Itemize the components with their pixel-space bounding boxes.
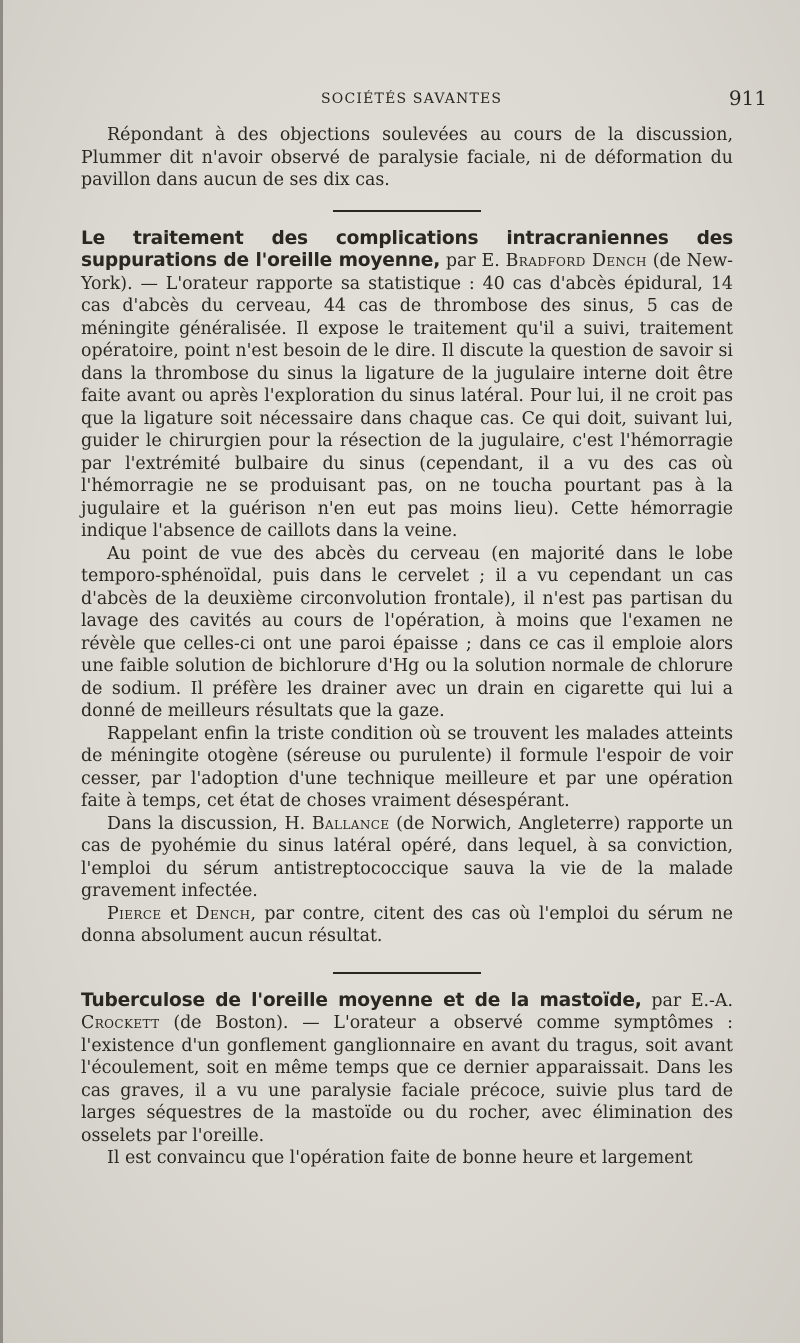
section1-author: Bradford Dench	[505, 251, 647, 271]
discussant-name-3: Dench	[195, 903, 251, 924]
section2-author: Crockett	[81, 1013, 160, 1033]
discussant-name-2: Pierce	[107, 903, 162, 924]
section2-title: Tuberculose de l'oreille moyenne et de la mastoïde,	[81, 989, 642, 1011]
section1-paragraph-2: Au point de vue des abcès du cerveau (en majorité dans le lobe temporo-sphénoïdal, puis dans le cervelet ; il a vu cependant un cas d'abcès de la deuxième circonvolution frontale), il n'est pas partisan du lavage des cavités au cours de l'opération, à moins que l'examen ne révèle que celles-ci ont une paroi épaisse ; dans ce cas il emploie alors une faible solution de bichlorure d'Hg ou la solution normale de chlorure de sodium. Il préfère les drainer avec un drain en cigarette qui lui a donné de meilleurs résultats que la gaze.	[81, 543, 733, 721]
discussion-text: (de Norwich, Angleterre) rapporte un cas de pyohémie du sinus latéral opéré, dans lequel, à sa conviction, l'emploi du sérum antistreptococcique sauva la vie de la malade gravement infectée.	[81, 813, 733, 901]
discussion-text-2: , par contre, citent des cas où l'emploi du sérum ne donna absolument aucun résultat.	[81, 903, 733, 946]
page-header	[81, 86, 767, 116]
page-number: 911	[728, 86, 767, 110]
section2-by: par E.-A.	[651, 990, 734, 1011]
section-divider	[333, 972, 481, 974]
running-head: SOCIÉTÉS SAVANTES	[321, 91, 503, 107]
section1-paragraph-1-text: L'orateur rapporte sa statistique : 40 cas d'abcès épidural, 14 cas d'abcès du cerveau, 44 cas de thrombose des sinus, 5 cas de méningite généralisée. Il expose le traitement qu'il a suivi, traitement opératoire, point n'est besoin de le dire. Il discute la question de savoir si dans la thrombose du sinus la ligature de la jugulaire interne doit être faite avant ou après l'exploration du sinus latéral. Pour lui, il ne croit pas que la ligature soit nécessaire dans chaque cas. Ce qui doit, suivant lui, guider le chirurgien pour la résection de la jugulaire, c'est l'hémorragie par l'extrémité bulbaire du sinus (cependant, il a vu des cas où l'hémorragie ne se produisant pas, on ne toucha pourtant pas à la jugulaire et la guérison n'en eut pas moins lieu). Cette hémorragie indique l'absence de caillots dans la veine.	[81, 273, 733, 541]
conjunction: et	[169, 903, 188, 924]
section1-paragraph-4	[81, 813, 733, 903]
discussion-intro: Dans la discussion, H.	[107, 813, 306, 834]
section1-paragraph-5	[81, 903, 733, 948]
section-divider	[333, 210, 481, 212]
section1-paragraph-1	[81, 228, 733, 543]
section2-author-place: (de Boston). —	[173, 1013, 320, 1033]
intro-paragraph: Répondant à des objections soulevées au cours de la discussion, Plummer dit n'avoir observé de paralysie faciale, ni de déformation du pavillon dans aucun de ses dix cas.	[81, 125, 733, 190]
section2-paragraph-2: Il est convaincu que l'opération faite de bonne heure et largement	[107, 1148, 693, 1168]
section2-paragraph-1-text: L'orateur a observé comme symptômes : l'existence d'un gonflement ganglionnaire en avant du tragus, soit avant l'écoulement, soit en même temps que ce dernier apparaissait. Dans les cas graves, il a vu une paralysie faciale précoce, suivie plus tard de larges séquestres de la mastoïde ou du rocher, avec élimination des osselets par l'oreille.	[81, 1013, 734, 1146]
section1-by: par E.	[445, 251, 500, 271]
section1-title: Le traitement des complications intracraniennes des suppurations de l'oreille moyenne,	[81, 227, 733, 271]
section2-paragraph-1	[81, 990, 733, 1148]
section1-author-place: (de New-York). —	[81, 251, 734, 294]
discussant-name: Ballance	[311, 813, 390, 834]
section1-paragraph-3: Rappelant enfin la triste condition où se trouvent les malades atteints de méningite otogène (séreuse ou purulente) il formule l'espoir de voir cesser, par l'adoption d'une technique meilleure et par une opération faite à temps, cet état de choses vraiment désespérant.	[81, 723, 733, 811]
article-body	[81, 124, 733, 1170]
